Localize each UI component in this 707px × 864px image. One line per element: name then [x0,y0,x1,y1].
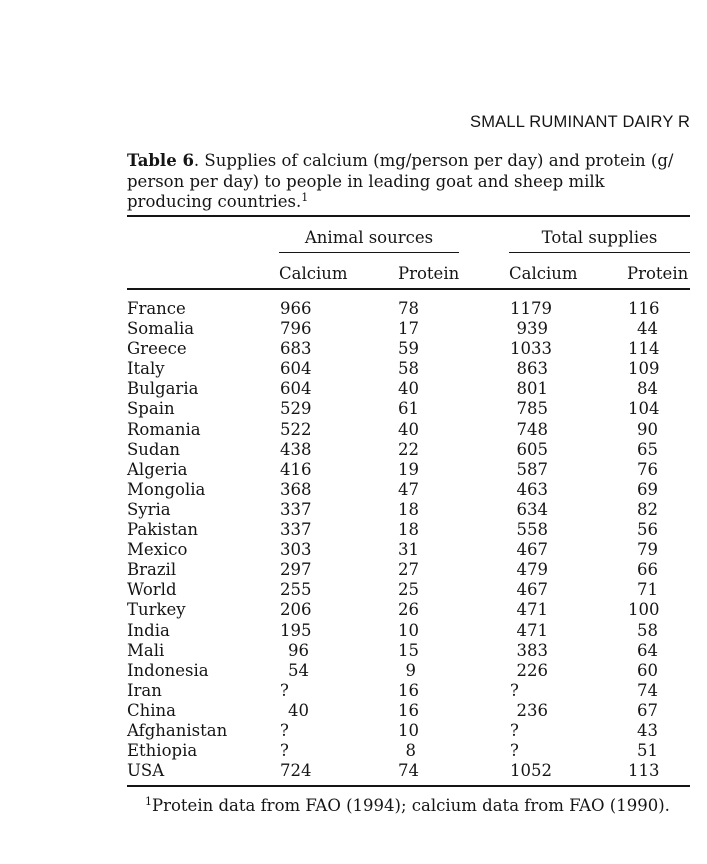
table-row [127,440,690,460]
cell-animal-protein: 18 [398,520,419,540]
cell-animal-protein: 18 [398,499,419,519]
cell-animal-calcium: 337 [280,499,312,519]
cell-country: World [127,580,177,600]
cell-animal-protein: 40 [398,379,419,399]
cell-animal-calcium: 438 [280,439,312,459]
cell-total-calcium: 467 [516,540,548,560]
table-row [127,339,690,359]
cell-country: Italy [127,359,165,379]
table-row [127,540,690,560]
cell-total-protein: 74 [637,680,658,700]
cell-country: Ethiopia [127,741,198,761]
caption-note-mark: 1 [301,191,309,204]
table-row [127,681,690,701]
cell-country: China [127,700,176,720]
cell-animal-protein: 9 [405,660,416,680]
cell-animal-protein: 10 [398,620,419,640]
cell-country: Afghanistan [127,720,228,740]
cell-animal-protein: 22 [398,439,419,459]
cell-country: Spain [127,399,175,419]
cell-animal-protein: 27 [398,560,419,580]
table-header-rule [127,288,690,290]
cell-total-protein: 60 [637,660,658,680]
cell-total-protein: 43 [637,720,658,740]
table-row [127,661,690,681]
group-header-total-supplies: Total supplies [541,228,658,247]
cell-total-calcium: ? [510,720,519,740]
cell-country: Mali [127,640,165,660]
running-head: SMALL RUMINANT DAIRY R [470,113,691,131]
cell-country: Iran [127,680,162,700]
cell-country: Greece [127,339,187,359]
cell-country: Bulgaria [127,379,199,399]
cell-total-protein: 58 [637,620,658,640]
cell-animal-calcium: 297 [280,560,312,580]
col-header-total-protein: Protein [627,264,689,283]
cell-animal-calcium: 206 [280,600,312,620]
table-row [127,600,690,620]
cell-country: Brazil [127,560,177,580]
cell-animal-protein: 25 [398,580,419,600]
cell-animal-calcium: 96 [288,640,309,660]
cell-animal-calcium: 40 [288,700,309,720]
cell-total-calcium: 558 [516,520,548,540]
cell-total-calcium: ? [510,741,519,761]
footnote-mark: 1 [145,795,152,808]
cell-animal-calcium: 255 [280,580,312,600]
cell-total-protein: 104 [628,399,660,419]
table-row [127,359,690,379]
cell-animal-calcium: 303 [280,540,312,560]
table-row [127,480,690,500]
cell-animal-calcium: 522 [280,419,312,439]
caption-label: Table 6 [127,151,194,170]
cell-animal-protein: 58 [398,359,419,379]
cell-total-calcium: 479 [516,560,548,580]
table-row [127,560,690,580]
cell-animal-calcium: 368 [280,479,312,499]
cell-total-protein: 79 [637,540,658,560]
cell-country: India [127,620,170,640]
cell-total-protein: 64 [637,640,658,660]
cell-total-calcium: 748 [516,419,548,439]
cell-animal-calcium: 683 [280,339,312,359]
cell-country: Mongolia [127,479,206,499]
cell-total-protein: 114 [628,339,660,359]
cell-total-calcium: 471 [516,600,548,620]
cell-animal-calcium: ? [280,741,289,761]
cell-animal-calcium: 724 [280,761,312,781]
cell-animal-protein: 10 [398,720,419,740]
cell-total-calcium: 785 [516,399,548,419]
cell-animal-protein: 16 [398,680,419,700]
cell-country: Algeria [127,459,188,479]
cell-total-calcium: 1052 [510,761,552,781]
cell-animal-protein: 15 [398,640,419,660]
cell-animal-protein: 16 [398,700,419,720]
cell-animal-protein: 61 [398,399,419,419]
table-top-rule [127,215,690,217]
cell-total-calcium: 939 [516,319,548,339]
table-row [127,580,690,600]
cell-total-protein: 116 [628,299,660,318]
cell-animal-protein: 31 [398,540,419,560]
cell-animal-calcium: 966 [280,299,312,318]
cell-animal-calcium: 54 [288,660,309,680]
cell-total-calcium: 383 [516,640,548,660]
table-row [127,741,690,761]
cell-country: Somalia [127,319,195,339]
table-row [127,460,690,480]
cell-animal-calcium: 529 [280,399,312,419]
footnote-text: Protein data from FAO (1994); calcium data from FAO (1990). [152,796,670,815]
table-row [127,500,690,520]
cell-country: Romania [127,419,201,439]
cell-animal-protein: 47 [398,479,419,499]
cell-total-protein: 65 [637,439,658,459]
table-body [127,299,690,781]
cell-total-protein: 69 [637,479,658,499]
cell-country: Pakistan [127,520,199,540]
cell-animal-calcium: ? [280,680,289,700]
cell-total-protein: 82 [637,499,658,519]
cell-country: Turkey [127,600,186,620]
cell-country: Mexico [127,540,188,560]
cell-total-protein: 76 [637,459,658,479]
table-footnote [145,796,670,815]
col-header-animal-protein: Protein [398,264,460,283]
cell-total-calcium: 863 [516,359,548,379]
cell-country: France [127,299,186,318]
cell-country: Syria [127,499,171,519]
group-rule-total-supplies [509,252,690,253]
cell-total-calcium: ? [510,680,519,700]
cell-total-calcium: 236 [516,700,548,720]
table-row [127,761,690,781]
cell-country: USA [127,761,165,781]
table-bottom-rule [127,785,690,787]
cell-animal-calcium: ? [280,720,289,740]
cell-total-protein: 51 [637,741,658,761]
caption-text: . Supplies of calcium (mg/person per day) and protein (g/ person per day) to people in leading goat and sheep milk producing countries. [127,151,674,211]
col-header-animal-calcium: Calcium [279,264,348,283]
cell-total-calcium: 801 [516,379,548,399]
cell-total-protein: 109 [628,359,660,379]
cell-animal-calcium: 416 [280,459,312,479]
cell-animal-protein: 74 [398,761,419,781]
table-row [127,701,690,721]
group-rule-animal-sources [279,252,459,253]
cell-total-protein: 84 [637,379,658,399]
col-header-total-calcium: Calcium [509,264,578,283]
cell-animal-protein: 8 [405,741,416,761]
cell-total-protein: 71 [637,580,658,600]
cell-animal-protein: 40 [398,419,419,439]
cell-animal-protein: 26 [398,600,419,620]
table-row [127,399,690,419]
cell-total-calcium: 471 [516,620,548,640]
cell-animal-calcium: 195 [280,620,312,640]
cell-animal-protein: 17 [398,319,419,339]
cell-total-calcium: 463 [516,479,548,499]
cell-total-calcium: 587 [516,459,548,479]
table-row [127,721,690,741]
cell-total-calcium: 634 [516,499,548,519]
cell-total-calcium: 226 [516,660,548,680]
cell-total-protein: 66 [637,560,658,580]
cell-country: Indonesia [127,660,209,680]
table-row [127,319,690,339]
table-row [127,641,690,661]
cell-total-protein: 113 [628,761,660,781]
table-row [127,379,690,399]
cell-animal-protein: 19 [398,459,419,479]
cell-total-protein: 44 [637,319,658,339]
cell-total-calcium: 605 [516,439,548,459]
cell-animal-protein: 78 [398,299,419,318]
table-caption [127,151,693,213]
cell-animal-calcium: 604 [280,359,312,379]
cell-animal-calcium: 796 [280,319,312,339]
cell-total-protein: 67 [637,700,658,720]
table-row [127,520,690,540]
cell-total-calcium: 1179 [510,299,552,318]
cell-animal-calcium: 604 [280,379,312,399]
table-row [127,299,690,319]
table-row [127,420,690,440]
cell-total-calcium: 1033 [510,339,552,359]
group-header-animal-sources: Animal sources [304,228,434,247]
cell-animal-calcium: 337 [280,520,312,540]
cell-total-protein: 100 [628,600,660,620]
cell-country: Sudan [127,439,180,459]
cell-total-protein: 90 [637,419,658,439]
cell-animal-protein: 59 [398,339,419,359]
cell-total-protein: 56 [637,520,658,540]
cell-total-calcium: 467 [516,580,548,600]
table-row [127,621,690,641]
